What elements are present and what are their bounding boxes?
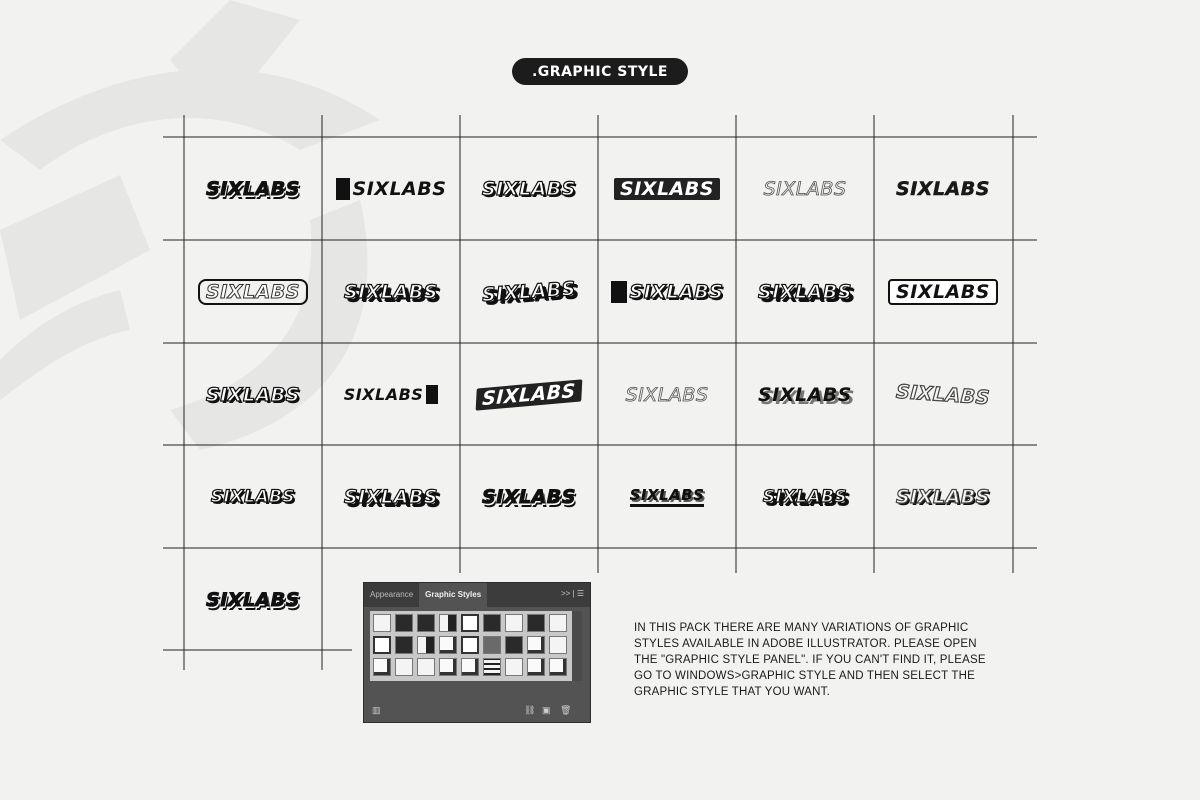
style-swatch[interactable]	[417, 658, 435, 676]
sample-logo: SIXLABS	[895, 380, 991, 409]
style-cell[interactable]	[874, 343, 1012, 446]
style-swatch[interactable]	[439, 636, 457, 654]
style-cell[interactable]	[322, 445, 460, 548]
style-swatch[interactable]	[549, 658, 567, 676]
style-cell[interactable]	[184, 445, 322, 548]
style-libraries-icon[interactable]: ▥	[372, 705, 381, 715]
sample-logo: SIXLABS	[476, 379, 583, 410]
style-cell[interactable]	[184, 548, 322, 651]
style-cell[interactable]	[598, 137, 736, 240]
style-swatch[interactable]	[439, 658, 457, 676]
tab-graphic-styles[interactable]: Graphic Styles	[419, 583, 487, 607]
sample-logo: SIXLABS	[482, 177, 576, 200]
sample-logo: SIXLABS	[758, 280, 852, 303]
style-cell[interactable]	[736, 137, 874, 240]
style-swatch[interactable]	[461, 636, 479, 654]
sample-logo: SIXLABS	[630, 486, 705, 507]
sample-logo: SIXLABS	[762, 486, 848, 507]
sample-logo: SIXLABS	[614, 178, 720, 200]
tab-appearance[interactable]: Appearance	[370, 590, 414, 599]
style-cell[interactable]	[598, 240, 736, 343]
new-style-icon[interactable]: ▣	[542, 705, 551, 715]
style-swatch[interactable]	[461, 658, 479, 676]
style-swatch[interactable]	[505, 614, 523, 632]
sample-logo: SIXLABS	[763, 177, 847, 200]
sample-logo: SIXLABS	[344, 485, 438, 508]
style-cell[interactable]	[874, 240, 1012, 343]
graphic-styles-panel	[363, 582, 591, 723]
sample-logo: SIXLABS	[625, 383, 709, 406]
style-swatch[interactable]	[527, 636, 545, 654]
panel-footer	[364, 700, 590, 722]
sample-logo: SIXLABS	[896, 177, 990, 200]
style-cell[interactable]	[322, 343, 460, 446]
style-cell[interactable]	[184, 343, 322, 446]
sample-logo: SIXLABS	[896, 485, 990, 508]
style-cell[interactable]	[460, 343, 598, 446]
style-cell[interactable]	[598, 343, 736, 446]
style-swatch[interactable]	[505, 658, 523, 676]
style-cell[interactable]	[460, 137, 598, 240]
style-cell[interactable]	[322, 137, 460, 240]
style-swatch[interactable]	[505, 636, 523, 654]
instructions-text: IN THIS PACK THERE ARE MANY VARIATIONS OF GRAPHIC STYLES AVAILABLE IN ADOBE ILLUSTRATOR. PLEASE OPEN THE "GRAPHIC STYLE PANEL". IF YOU CAN'T FIND IT, PLEASE GO TO WINDOWS>GRAPHIC STYLE AND THEN SELECT THE GRAPHIC STYLE THAT YOU WANT.	[634, 622, 986, 698]
sample-logo: SIXLABS	[344, 385, 439, 404]
style-cell[interactable]	[736, 240, 874, 343]
sample-logo: SIXLABS	[481, 277, 577, 306]
sample-logo: SIXLABS	[206, 588, 300, 611]
panel-tab-bar	[364, 583, 590, 607]
style-swatch[interactable]	[395, 636, 413, 654]
style-swatch[interactable]	[373, 614, 391, 632]
style-swatch[interactable]	[483, 658, 501, 676]
style-swatch[interactable]	[417, 614, 435, 632]
style-swatch[interactable]	[483, 636, 501, 654]
style-swatch[interactable]	[417, 636, 435, 654]
sample-logo: SIXLABS	[206, 383, 300, 406]
sample-logo: SIXLABS	[758, 383, 852, 406]
sample-logo: SIXLABS	[344, 280, 438, 303]
style-swatch[interactable]	[461, 614, 479, 632]
style-swatch[interactable]	[549, 614, 567, 632]
style-swatch-grid	[370, 611, 572, 681]
style-cell[interactable]	[874, 445, 1012, 548]
style-swatch[interactable]	[439, 614, 457, 632]
style-cell[interactable]	[460, 240, 598, 343]
panel-scrollbar[interactable]	[572, 611, 582, 681]
style-cell[interactable]	[736, 445, 874, 548]
style-cell[interactable]	[598, 445, 736, 548]
style-swatch[interactable]	[549, 636, 567, 654]
style-cell[interactable]	[460, 445, 598, 548]
style-swatch[interactable]	[373, 636, 391, 654]
style-swatch[interactable]	[395, 658, 413, 676]
style-swatch[interactable]	[527, 614, 545, 632]
break-link-icon[interactable]: ⛓	[524, 705, 536, 715]
style-cell[interactable]	[874, 137, 1012, 240]
sample-logo: SIXLABS	[198, 279, 308, 305]
sample-logo: SIXLABS	[611, 281, 724, 303]
style-swatch[interactable]	[373, 658, 391, 676]
delete-style-icon[interactable]: 🗑	[560, 705, 572, 715]
sample-logo: SIXLABS	[206, 177, 300, 200]
style-cell[interactable]	[184, 240, 322, 343]
sample-logo: SIXLABS	[888, 279, 998, 305]
section-title: .GRAPHIC STYLE	[531, 63, 668, 80]
style-swatch[interactable]	[483, 614, 501, 632]
sample-logo: SIXLABS	[482, 485, 576, 508]
style-cell[interactable]	[736, 343, 874, 446]
style-cell[interactable]	[322, 240, 460, 343]
panel-menu-icon[interactable]: >> | ☰	[560, 589, 584, 598]
sample-logo: SIXLABS	[210, 486, 296, 507]
style-swatch[interactable]	[395, 614, 413, 632]
style-cell[interactable]	[184, 137, 322, 240]
sample-logo: SIXLABS	[336, 178, 447, 200]
style-swatch[interactable]	[527, 658, 545, 676]
